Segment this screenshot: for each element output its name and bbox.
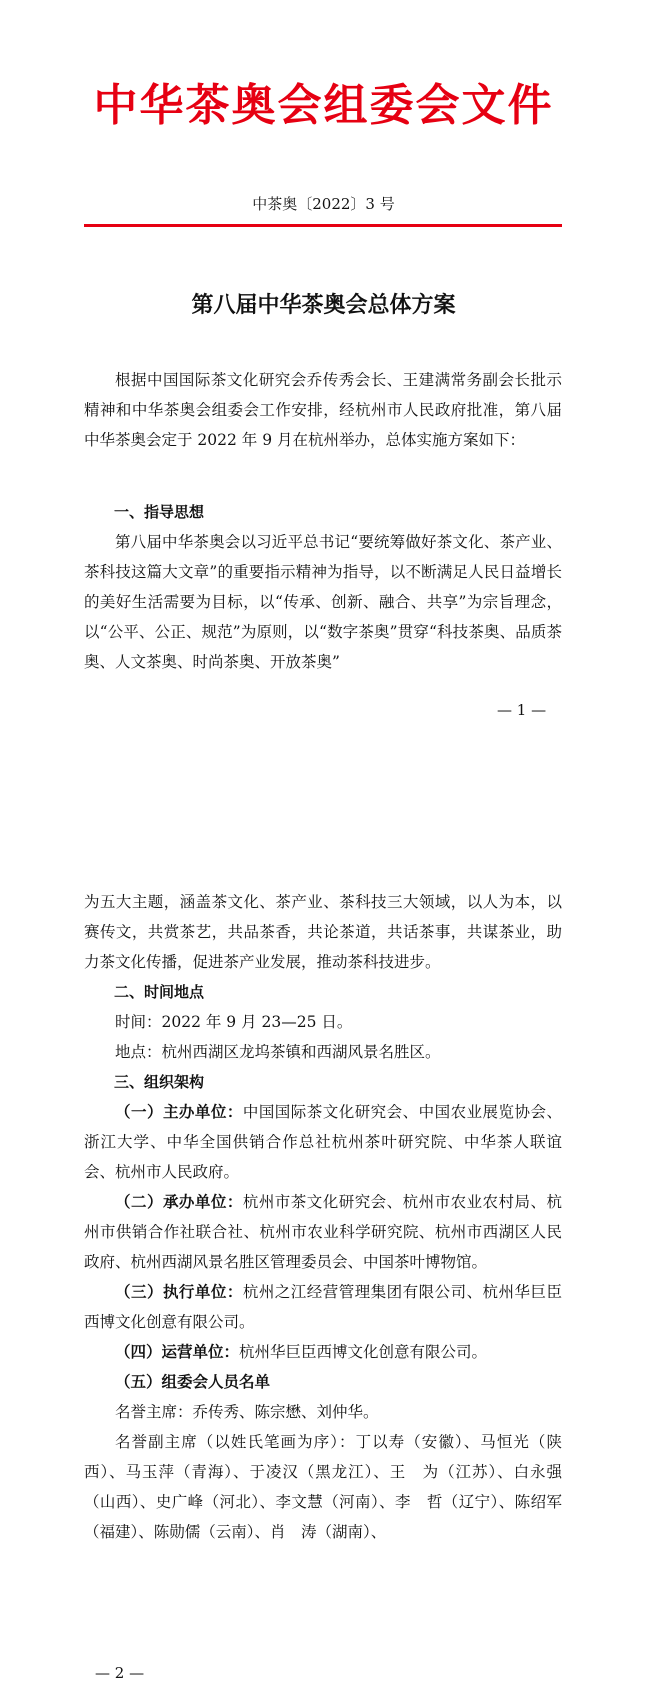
organizer-units-text: 杭州市茶文化研究会、杭州市农业农村局、杭州市供销合作社联合社、杭州市农业科学研究院、杭州市西湖区人民政府、杭州西湖风景名胜区管理委员会、中国茶叶博物馆。: [84, 1193, 562, 1271]
operator-units-text: 杭州华巨臣西博文化创意有限公司。: [239, 1343, 488, 1361]
host-units: [84, 1097, 562, 1187]
executor-units-label: （三）执行单位：: [115, 1283, 243, 1301]
intro-paragraph: 根据中国国际茶文化研究会乔传秀会长、王建满常务副会长批示精神和中华茶奥会组委会工作安排，经杭州市人民政府批准，第八届中华茶奥会定于 2022 年 9 月在杭州举办，总体实施方案如下：: [84, 371, 562, 449]
section-2-heading: 二、时间地点: [114, 983, 205, 1001]
honorary-chairs: 名誉主席：乔传秀、陈宗懋、刘仲华。: [115, 1403, 379, 1421]
section-1-heading: 一、指导思想: [114, 503, 205, 521]
page-2-number: — 2 —: [95, 1664, 145, 1682]
page-2-content: [84, 887, 562, 1547]
place-line: 地点：杭州西湖区龙坞茶镇和西湖风景名胜区。: [115, 1043, 441, 1061]
operator-units: [84, 1337, 562, 1367]
organizer-units-label: （二）承办单位：: [115, 1193, 243, 1211]
time-line: 时间：2022 年 9 月 23—25 日。: [115, 1013, 353, 1031]
organizer-units: [84, 1187, 562, 1277]
committee-heading: （五）组委会人员名单: [115, 1373, 271, 1391]
honorary-vice-chairs: 名誉副主席（以姓氏笔画为序）：丁以寿（安徽）、马恒光（陕西）、马玉萍（青海）、于凌汉（黑龙江）、王 为（江苏）、白永强（山西）、史广峰（河北）、李文慧（河南）、李 哲（辽宁）、陈绍军（福建）、陈勋儒（云南）、肖 涛（湖南）、: [84, 1433, 562, 1541]
host-units-label: （一）主办单位：: [115, 1103, 243, 1121]
section-1-continued: 为五大主题，涵盖茶文化、茶产业、茶科技三大领域，以人为本，以赛传文，共赏茶艺，共品茶香，共论茶道，共话茶事，共谋茶业，助力茶文化传播，促进茶产业发展，推动茶科技进步。: [84, 893, 562, 971]
document-number: 中茶奥〔2022〕3 号: [252, 195, 395, 213]
document-header-title: 中华茶奥会组委会文件: [93, 81, 554, 130]
section-3-heading: 三、组织架构: [114, 1073, 205, 1091]
executor-units-text: 杭州之江经营管理集团有限公司、杭州华巨臣西博文化创意有限公司。: [84, 1283, 562, 1331]
red-divider-line: [84, 224, 562, 227]
operator-units-label: （四）运营单位：: [115, 1343, 240, 1361]
page-1-number: — 1 —: [497, 701, 547, 719]
executor-units: [84, 1277, 562, 1337]
section-1-paragraph: 第八届中华茶奥会以习近平总书记“要统筹做好茶文化、茶产业、茶科技这篇大文章”的重要指示精神为指导，以不断满足人民日益增长的美好生活需要为目标，以“传承、创新、融合、共享”为宗旨理念，以“公平、公正、规范”为原则，以“数字茶奥”贯穿“科技茶奥、品质茶奥、人文茶奥、时尚茶奥、开放茶奥”: [84, 533, 562, 671]
host-units-text: 中国国际茶文化研究会、中国农业展览协会、浙江大学、中华全国供销合作总社杭州茶叶研究院、中华茶人联谊会、杭州市人民政府。: [84, 1103, 562, 1181]
document-title: 第八届中华茶奥会总体方案: [191, 292, 456, 318]
